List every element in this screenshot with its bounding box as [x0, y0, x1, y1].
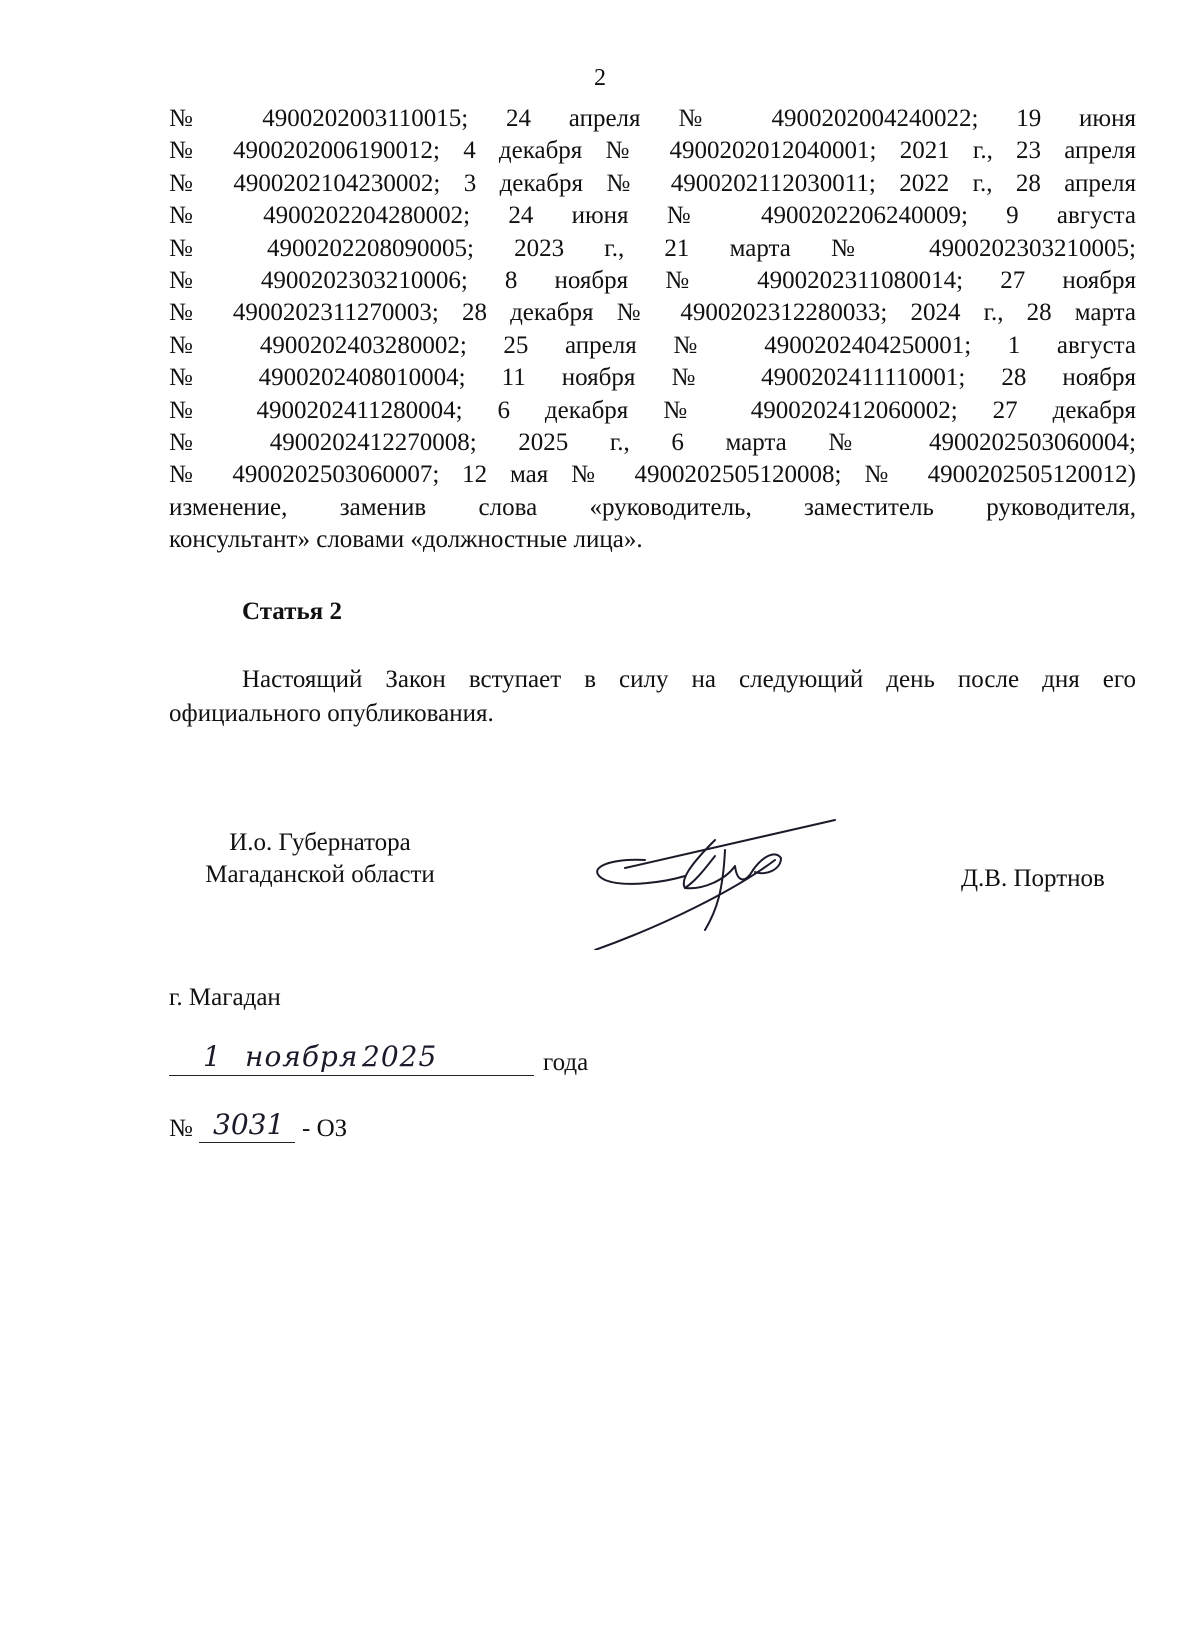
date-underline — [169, 1075, 534, 1076]
date-month-handwritten: ноября — [245, 1040, 359, 1073]
paragraph-line: № 4900202104230002; 3 декабря № 4900202112030011; 2022 г., 28 апреля — [169, 169, 1136, 197]
paragraph-line: № 4900202408010004; 11 ноября № 4900202411110001; 28 ноября — [169, 364, 1136, 392]
law-number-suffix: - ОЗ — [302, 1115, 348, 1142]
signer-role — [170, 827, 470, 891]
law-number-underline — [199, 1142, 295, 1143]
law-number — [169, 1110, 429, 1150]
paragraph-line: № 4900202403280002; 25 апреля № 4900202404250001; 1 августа — [169, 331, 1136, 359]
signer-role-line: Магаданской области — [205, 861, 435, 888]
signer-name: Д.В. Портнов — [961, 865, 1105, 892]
paragraph-line: № 4900202503060007; 12 мая № 4900202505120008; № 4900202505120012) — [169, 461, 1136, 489]
signing-date — [169, 1040, 609, 1084]
signer-role-line: И.о. Губернатора — [229, 829, 411, 856]
paragraph-line: консультант» словами «должностные лица». — [169, 526, 643, 554]
law-number-prefix: № — [169, 1115, 193, 1142]
date-year-handwritten: 2025 — [362, 1040, 438, 1073]
article-paragraph — [169, 663, 1136, 731]
paragraph-line: № 4900202003110015; 24 апреля № 4900202004240022; 19 июня — [169, 105, 1136, 132]
handwritten-signature — [585, 810, 855, 950]
paragraph-line: № 4900202412270008; 2025 г., 6 марта № 4900202503060004; — [169, 429, 1136, 457]
paragraph-line: № 4900202204280002; 24 июня № 4900202206240009; 9 августа — [169, 202, 1136, 230]
paragraph-line: № 4900202006190012; 4 декабря № 4900202012040001; 2021 г., 23 апреля — [169, 137, 1136, 165]
paragraph-line: № 4900202208090005; 2023 г., 21 марта № 4900202303210005; — [169, 234, 1136, 262]
continuation-paragraph — [169, 103, 1136, 557]
paragraph-line: № 4900202411280004; 6 декабря № 4900202412060002; 27 декабря — [169, 396, 1136, 424]
city: г. Магадан — [169, 984, 281, 1011]
page-number: 2 — [594, 65, 606, 91]
paragraph-line: изменение, заменив слова «руководитель, заместитель руководителя, — [169, 493, 1136, 521]
article-heading: Статья 2 — [242, 598, 342, 625]
paragraph-line: № 4900202311270003; 28 декабря № 4900202312280033; 2024 г., 28 марта — [169, 299, 1136, 327]
paragraph-line: № 4900202303210006; 8 ноября № 4900202311080014; 27 ноября — [169, 267, 1136, 295]
date-day-handwritten: 1 — [203, 1040, 222, 1073]
date-suffix: года — [543, 1049, 589, 1076]
paragraph-line: официального опубликования. — [169, 700, 494, 727]
law-number-handwritten: 3031 — [213, 1108, 285, 1141]
paragraph-line: Настоящий Закон вступает в силу на следующий день после дня его — [242, 666, 1136, 693]
